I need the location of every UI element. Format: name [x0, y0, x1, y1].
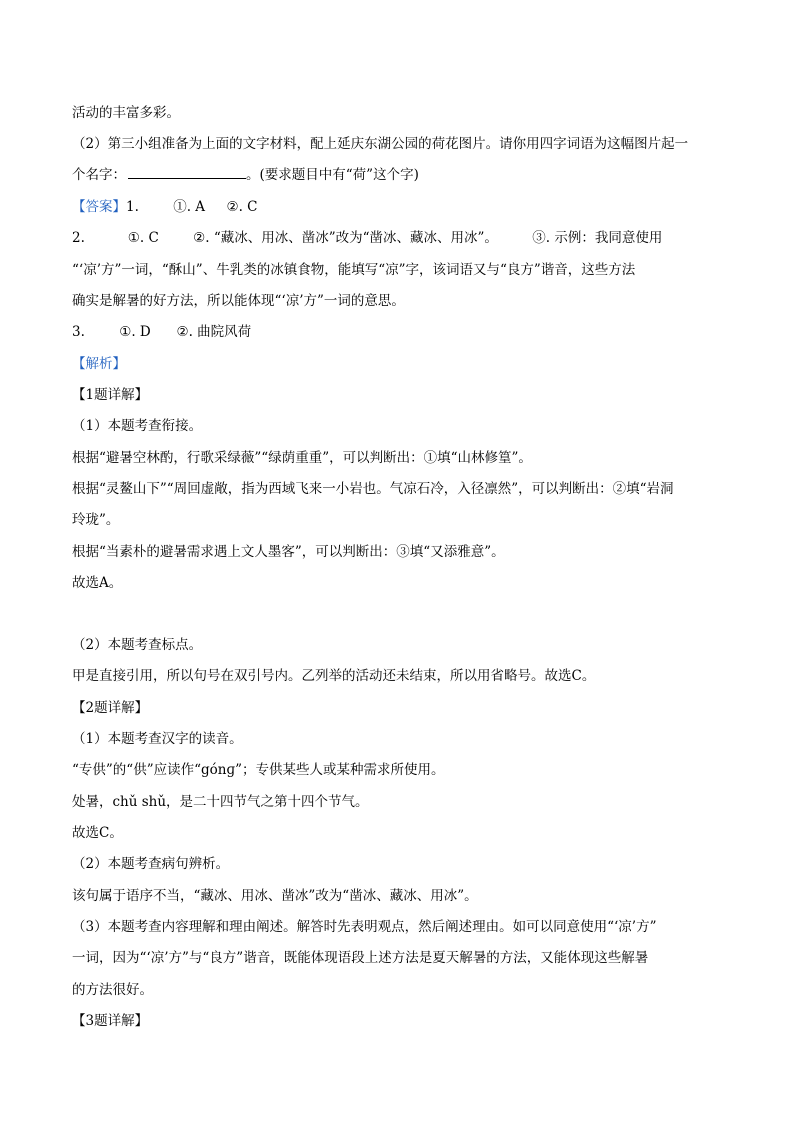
- text-line: 根据“当素朴的避暑需求遇上文人墨客”，可以判断出：③填“又添雅意”。: [72, 544, 505, 560]
- text-line: “专供”的“供”应读作“gónɡ”；专供某些人或某种需求所使用。: [72, 762, 445, 778]
- question-2-prompt-cont: [72, 166, 419, 184]
- text-line: （3）本题考查内容理解和理由阐述。解答时先表明观点，然后阐述理由。如可以同意使用“‘凉’方”: [72, 919, 657, 935]
- text-line: （2）本题考查病句辨析。: [72, 856, 230, 872]
- text-line: 处暑，chǔ shǔ，是二十四节气之第十四个节气。: [72, 794, 369, 810]
- text-line: （2）本题考查标点。: [72, 637, 203, 653]
- answer-blank: [128, 166, 246, 179]
- text-span: 。(要求题目中有“荷”这个字): [246, 167, 419, 183]
- text-line: 的方法很好。: [72, 982, 153, 998]
- text-line: 甲是直接引用，所以句号在双引号内。乙列举的活动还未结束，所以用省略号。故选C。: [72, 668, 596, 684]
- text-line: 根据“灵鳌山下”“周回虚敞，指为西域飞来一小岩也。气凉石冷，入径凛然”，可以判断出：②填“岩洞: [72, 481, 674, 497]
- text-line: 活动的丰富多彩。: [72, 105, 180, 121]
- text-line: 一词，因为“‘凉’方”与“良方”谐音，既能体现语段上述方法是夏天解暑的方法，又能体现这些解暑: [72, 950, 649, 966]
- analysis-tag: 【解析】: [72, 356, 126, 372]
- text-line: 故选A。: [72, 575, 123, 591]
- answer-2-cont: “‘凉’方”一词，“酥山”、牛乳类的冰镇食物，能填写“凉”字，该词语又与“良方”谐音，这些方法: [72, 262, 636, 278]
- text-span: 个名字：: [72, 167, 126, 183]
- text-line: （1）本题考查衔接。: [72, 418, 203, 434]
- section-heading: 【2题详解】: [72, 700, 149, 716]
- answer-text: 1. ①. A ②. C: [126, 199, 258, 215]
- section-heading: 【1题详解】: [72, 387, 149, 403]
- text-line: 玲珑”。: [72, 512, 120, 528]
- question-2-prompt: （2）第三小组准备为上面的文字材料，配上延庆东湖公园的荷花图片。请你用四字词语为这幅图片起一: [72, 136, 689, 152]
- text-line: 故选C。: [72, 825, 123, 841]
- text-line: 根据“避暑空林酌，行歌采绿薇”“绿荫重重”，可以判断出：①填“山林修篁”。: [72, 450, 532, 466]
- answer-2-cont: 确实是解暑的好方法，所以能体现“‘凉’方”一词的意思。: [72, 293, 405, 309]
- answer-2: 2. ①. C ②. “藏冰、用冰、凿冰”改为“凿冰、藏冰、用冰”。 ③. 示例：我同意使用: [72, 230, 663, 246]
- answer-line: [72, 198, 258, 216]
- text-line: （1）本题考查汉字的读音。: [72, 731, 243, 747]
- answer-3: 3. ①. D ②. 曲院风荷: [72, 324, 252, 340]
- section-heading: 【3题详解】: [72, 1013, 149, 1029]
- text-line: 该句属于语序不当，“藏冰、用冰、凿冰”改为“凿冰、藏冰、用冰”。: [72, 888, 478, 904]
- answer-tag: 【答案】: [72, 199, 126, 215]
